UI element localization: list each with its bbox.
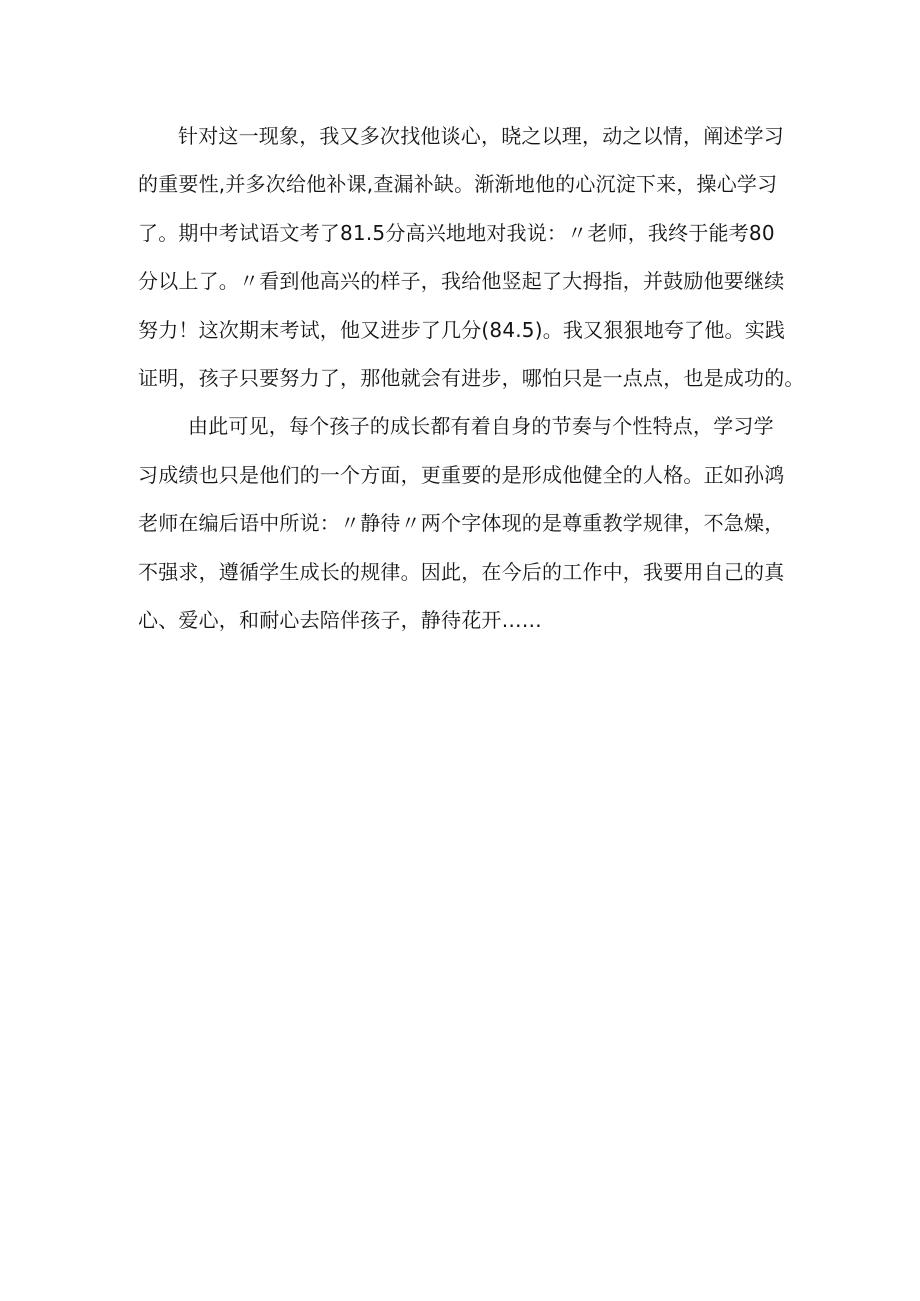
paragraph-line: 习成绩也只是他们的一个方面，更重要的是形成他健全的人格。正如孙鸿: [138, 462, 785, 487]
paragraph-1: [138, 112, 805, 402]
paragraph-line: 证明，孩子只要努力了，那他就会有进步，哪怕只是一点点，也是成功的。: [138, 365, 805, 390]
paragraph-line: 的重要性,并多次给他补课,查漏补缺。渐渐地他的心沉淀下来，操心学习: [138, 172, 778, 197]
paragraph-line: 努力！这次期末考试，他又进步了几分(84.5)。我又狠狠地夸了他。实践: [138, 317, 786, 342]
paragraph-line: 针对这一现象，我又多次找他谈心，晓之以理，动之以情，阐述学习: [178, 124, 784, 148]
paragraph-line: 由此可见，每个孩子的成长都有着自身的节奏与个性特点，学习学: [188, 414, 774, 439]
paragraph-line: 分以上了。〃看到他高兴的样子，我给他竖起了大拇指，并鼓励他要继续: [138, 269, 785, 294]
paragraph-line: 了。期中考试语文考了81.5分高兴地地对我说：〃老师，我终于能考80: [138, 220, 775, 245]
paragraph-line: 不强求，遵循学生成长的规律。因此，在今后的工作中，我要用自己的真: [138, 559, 785, 584]
paragraph-2: [138, 402, 798, 644]
paragraph-line: 老师在编后语中所说：〃静待〃两个字体现的是尊重教学规律，不急燥，: [138, 511, 785, 536]
document-body: [138, 112, 805, 644]
paragraph-line: 心、爱心，和耐心去陪伴孩子，静待花开……: [138, 607, 542, 632]
